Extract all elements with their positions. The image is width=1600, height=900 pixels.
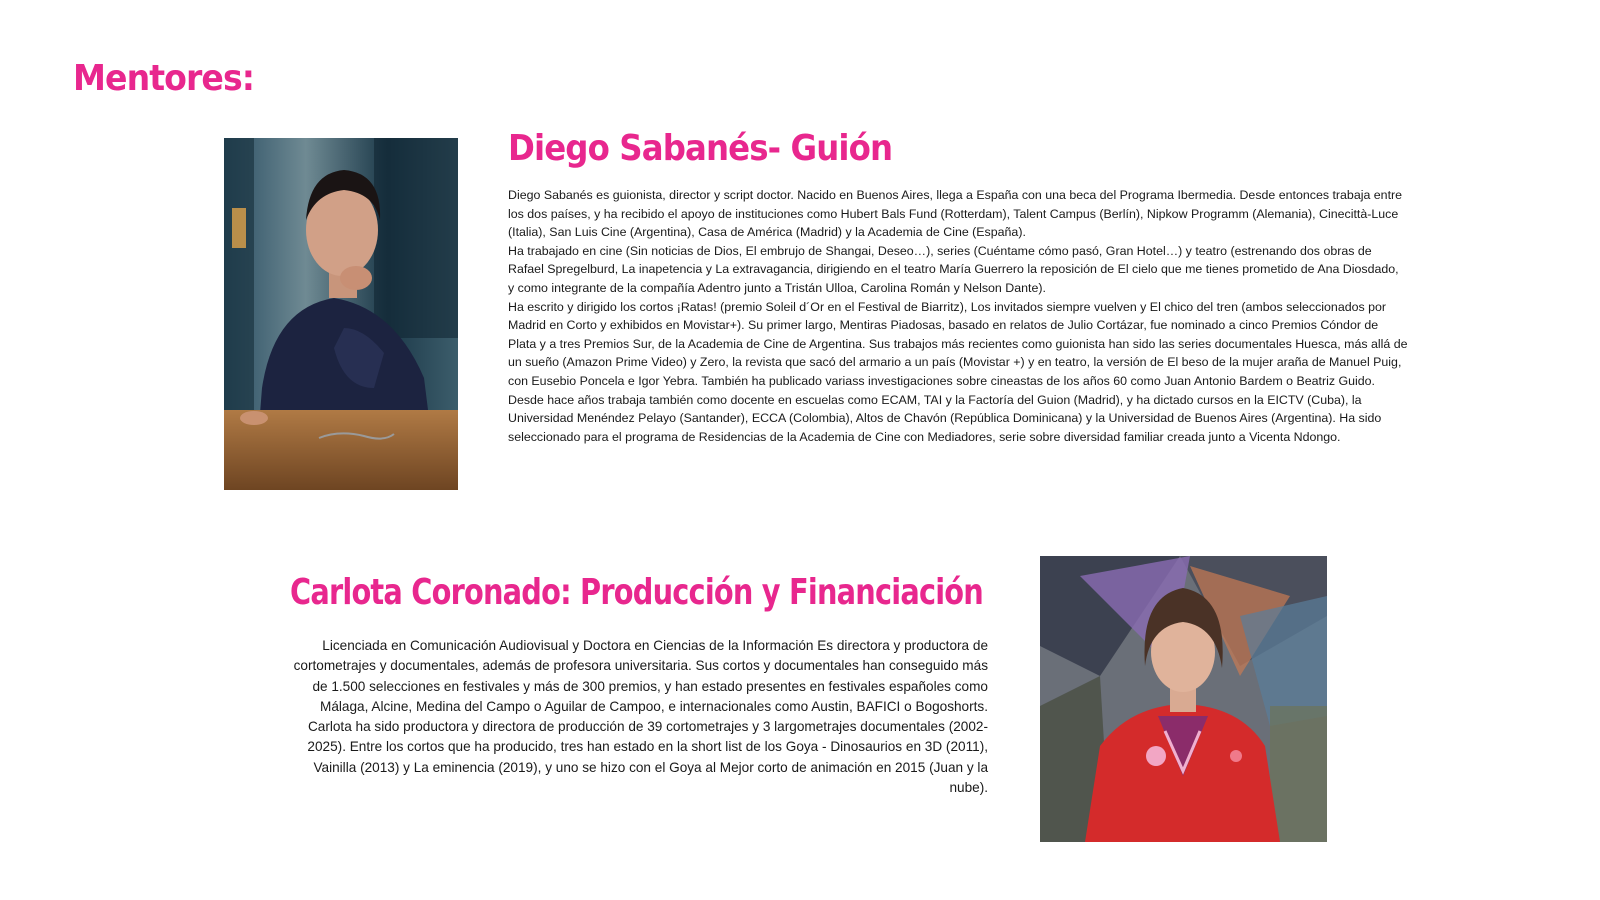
mentor-photo-carlota [1040,556,1327,842]
bio-paragraph: Desde hace años trabaja también como docente en escuelas como ECAM, TAI y la Factoría del Guion (Madrid), y ha dictado cursos en la EICTV (Cuba), la Universidad Menéndez Pelayo (Santander), ECCA (Colombia), Altos de Chavón (República Dominicana) y la Universidad de Buenos Aires (Argentina). Ha sido seleccionado para el programa de Residencias de la Academia de Cine con Mediadores, serie sobre diversidad familiar creada junto a Vicenta Ndongo. [508,392,1382,444]
mentor-name-heading: Carlota Coronado: Producción y Financiación [290,572,983,613]
mentor-photo-diego [224,138,458,490]
mentor-bio [508,186,1408,446]
page-title: Mentores: [73,58,255,99]
bio-paragraph: Licenciada en Comunicación Audiovisual y Doctora en Ciencias de la Información Es directora y productora de cortometrajes y documentales, además de profesora universitaria. Sus cortos y documentales han conseguido más de 1.500 selecciones en festivales y más de 300 premios, y han estado presentes en festivales españoles como Málaga, Alcine, Medina del Campo o Aguilar de Campoo, e internacionales como Austin, BAFICI o Bogoshorts. Carlota ha sido productora y directora de producción de 39 cortometrajes y 3 largometrajes documentales (2002-2025). Entre los cortos que ha producido, tres han estado en la short list de los Goya - Dinosaurios en 3D (2011), Vainilla (2013) y La eminencia (2019), y uno se hizo con el Goya al Mejor corto de animación en 2015 (Juan y la nube). [293,638,988,796]
bio-paragraph: Ha escrito y dirigido los cortos ¡Ratas! (premio Soleil d´Or en el Festival de Biarritz), Los invitados siempre vuelven y El chico del tren (ambos seleccionados por Madrid en Corto y exhibidos en Movistar+). Su primer largo, Mentiras Piadosas, basado en relatos de Julio Cortázar, fue nominado a cinco Premios Cóndor de Plata y a tres Premios Sur, de la Academia de Cine de Argentina. Sus trabajos más recientes como guionista han sido las series documentales Huesca, más allá de un sueño (Amazon Prime Video) y Zero, la revista que sacó del armario a un país (Movistar +) y en teatro, la versión de El beso de la mujer araña de Manuel Puig, con Eusebio Poncela e Igor Yebra. También ha publicado variass investigaciones sobre cineastas de los años 60 como Juan Antonio Bardem o Beatriz Guido. [508,299,1408,388]
mentor-bio [288,636,988,798]
portrait-photo-icon [1040,556,1327,842]
bio-paragraph: Diego Sabanés es guionista, director y script doctor. Nacido en Buenos Aires, llega a España con una beca del Programa Ibermedia. Desde entonces trabaja entre los dos países, y ha recibido el apoyo de instituciones como Hubert Bals Fund (Rotterdam), Talent Campus (Berlín), Nipkow Programm (Alemania), Cinecittà-Luce (Italia), San Luis Cine (Argentina), Casa de América (Madrid) y la Academia de Cine (España). [508,188,1403,240]
mentor-name-heading: Diego Sabanés- Guión [508,128,893,169]
portrait-photo-icon [224,138,458,490]
bio-paragraph: Ha trabajado en cine (Sin noticias de Dios, El embrujo de Shangai, Deseo…), series (Cuéntame cómo pasó, Gran Hotel…) y teatro (estrenando dos obras de Rafael Spregelburd, La inapetencia y La extravagancia, dirigiendo en el teatro María Guerrero la reposición de El cielo que me tienes prometido de Ana Diosdado, y como integrante de la compañía Adentro junto a Tristán Ulloa, Carolina Román y Nelson Dante). [508,243,1399,295]
